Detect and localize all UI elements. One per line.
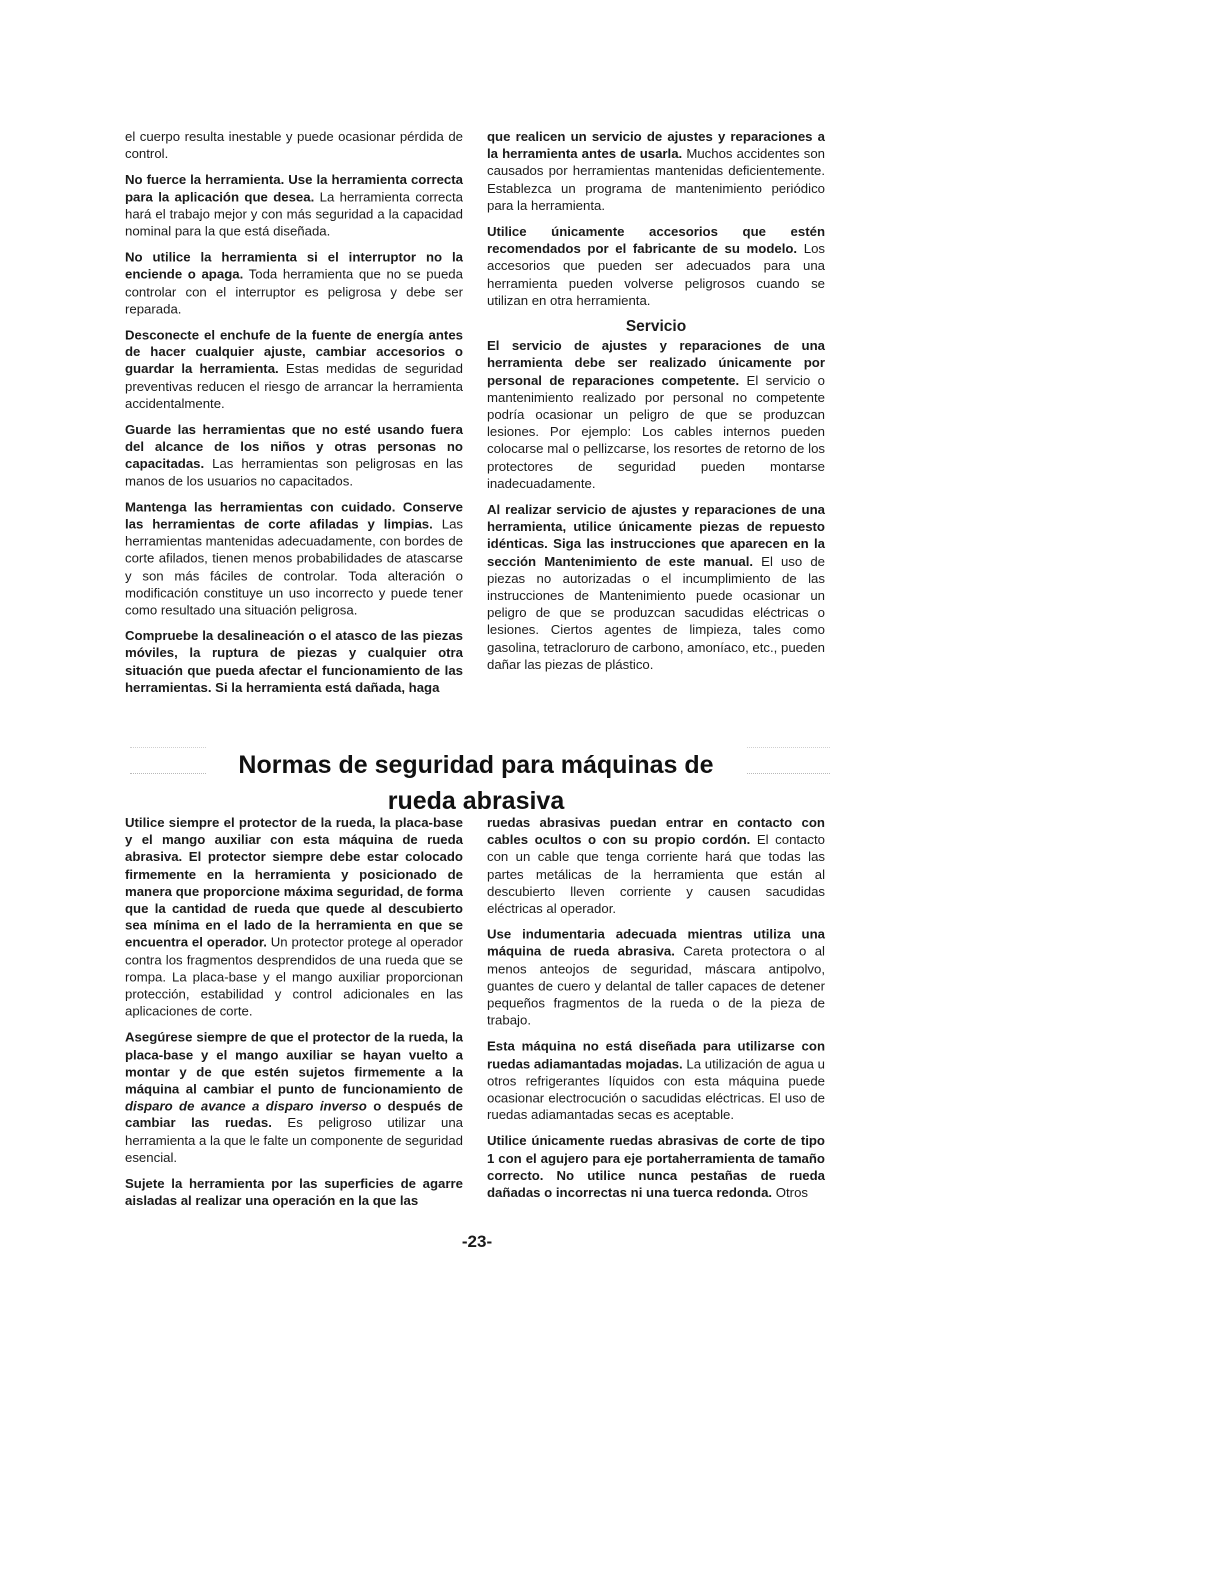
paragraph: ruedas abrasivas puedan entrar en contacto con cables ocultos o con su propio cordón. El contacto con un cable que tenga corriente hará que todas las partes metálicas de la herramienta que están al descubierto lleven corriente y causen sacudidas eléctricas al operador. [487, 814, 825, 916]
paragraph: El servicio de ajustes y reparaciones de una herramienta debe ser realizado únicamente por personal de reparaciones competente. El servicio o mantenimiento realizado por personal no competente podría ocasionar un peligro de que se produzcan lesiones. Por ejemplo: Los cables internos pueden colocarse mal o pellizcarse, los resortes de retorno de los protectores de seguridad pueden montarse inadecuadamente. [487, 338, 826, 491]
section-title-banner [130, 745, 830, 815]
paragraph: Sujete la herramienta por las superficies de agarre aisladas al realizar una operación en la que las [125, 1176, 463, 1209]
right-column-top [487, 128, 825, 682]
paragraph: que realicen un servicio de ajustes y reparaciones a la herramienta antes de usarla. Muchos accidentes son causados por herramientas mantenidas deficientemente. Establezca un programa de mantenimiento periódico para la herramienta. [487, 129, 825, 213]
paragraph: Esta máquina no está diseñada para utilizarse con ruedas adiamantadas mojadas. La utilización de agua u otros refrigerantes líquidos con esta máquina puede ocasionar electrocución o sacudidas eléctricas. El uso de ruedas adiamantadas secas es aceptable. [487, 1038, 825, 1123]
paragraph: Use indumentaria adecuada mientras utiliza una máquina de rueda abrasiva. Careta protectora o al menos anteojos de seguridad, máscara antipolvo, guantes de cuero y delantal de taller capaces de detener pequeños fragmentos de la rueda o de la pieza de trabajo. [487, 926, 825, 1028]
paragraph: Desconecte el enchufe de la fuente de energía antes de hacer cualquier ajuste, cambiar accesorios o guardar la herramienta. Estas medidas de seguridad preventivas reducen el riesgo de arrancar la herramienta accidentalmente. [125, 327, 463, 411]
paragraph: No utilice la herramienta si el interruptor no la enciende o apaga. Toda herramienta que no se pueda controlar con el interruptor es peligrosa y debe ser reparada. [125, 249, 463, 317]
paragraph: Al realizar servicio de ajustes y reparaciones de una herramienta, utilice únicamente piezas de repuesto idénticas. Siga las instrucciones que aparecen en la sección Mantenimiento de este manual. El uso de piezas no autorizadas o el incumplimiento de las instrucciones de Mantenimiento puede ocasionar un peligro de que se produzcan sacudidas eléctricas o lesiones. Ciertos agentes de limpieza, tales como gasolina, tetracloruro de carbono, amoníaco, etc., pueden dañar las piezas de plástico. [487, 502, 825, 672]
paragraph: No fuerce la herramienta. Use la herramienta correcta para la aplicación que desea. La herramienta correcta hará el trabajo mejor y con más seguridad a la capacidad nominal para la que está diseñada. [125, 172, 463, 239]
right-column-bottom [487, 814, 825, 1210]
paragraph: Utilice únicamente accesorios que estén recomendados por el fabricante de su modelo. Los accesorios que pueden ser adecuados para una herramienta pueden volverse peligrosos cuando se utilizan en otra herramienta. [487, 224, 825, 308]
section-title: Normas de seguridad para máquinas de rueda abrasiva [206, 747, 746, 819]
paragraph: Utilice siempre el protector de la rueda, la placa-base y el mango auxiliar con esta máquina de rueda abrasiva. El protector siempre debe estar colocado firmemente en la herramienta y posicionado de manera que proporcione máxima seguridad, de forma que la cantidad de rueda que quede al descubierto sea mínima en el lado de la herramienta en que se encuentra el operador. Un protector protege al operador contra los fragmentos desprendidos de una rueda que se rompa. La placa-base y el mango auxiliar proporcionan protección, estabilidad y control adicionales en las aplicaciones de corte. [125, 814, 463, 1019]
paragraph: Guarde las herramientas que no esté usando fuera del alcance de los niños y otras personas no capacitadas. Las herramientas son peligrosas en las manos de los usuarios no capacitados. [125, 422, 463, 489]
left-column-bottom [125, 814, 463, 1218]
paragraph: Asegúrese siempre de que el protector de la rueda, la placa-base y el mango auxiliar se hayan vuelto a montar y de que estén sujetos firmemente a la máquina al cambiar el punto de funcionamiento de disparo de avance a disparo inverso o después de cambiar las ruedas. Es peligroso utilizar una herramienta a la que le falte un componente de seguridad esencial. [125, 1029, 464, 1165]
paragraph: Mantenga las herramientas con cuidado. Conserve las herramientas de corte afiladas y limpias. Las herramientas mantenidas adecuadamente, con bordes de corte afilados, tienen menos probabilidades de atascarse y son más fáciles de controlar. Toda alteración o modificación constituye un uso incorrecto y puede tener como resultado una situación peligrosa. [125, 499, 463, 618]
paragraph: el cuerpo resulta inestable y puede ocasionar pérdida de control. [125, 128, 463, 162]
paragraph: Utilice únicamente ruedas abrasivas de corte de tipo 1 con el agujero para eje portaherramienta de tamaño correcto. No utilice nunca pestañas de rueda dañadas o incorrectas ni una tuerca redonda. Otros [487, 1133, 825, 1201]
paragraph: Compruebe la desalineación o el atasco de las piezas móviles, la ruptura de piezas y cualquier otra situación que pueda afectar el funcionamiento de las herramientas. Si la herramienta está dañada, haga [125, 628, 463, 695]
left-column-top [125, 128, 463, 705]
page-number: -23- [461, 1232, 493, 1251]
subheading-servicio: Servicio [625, 318, 687, 336]
